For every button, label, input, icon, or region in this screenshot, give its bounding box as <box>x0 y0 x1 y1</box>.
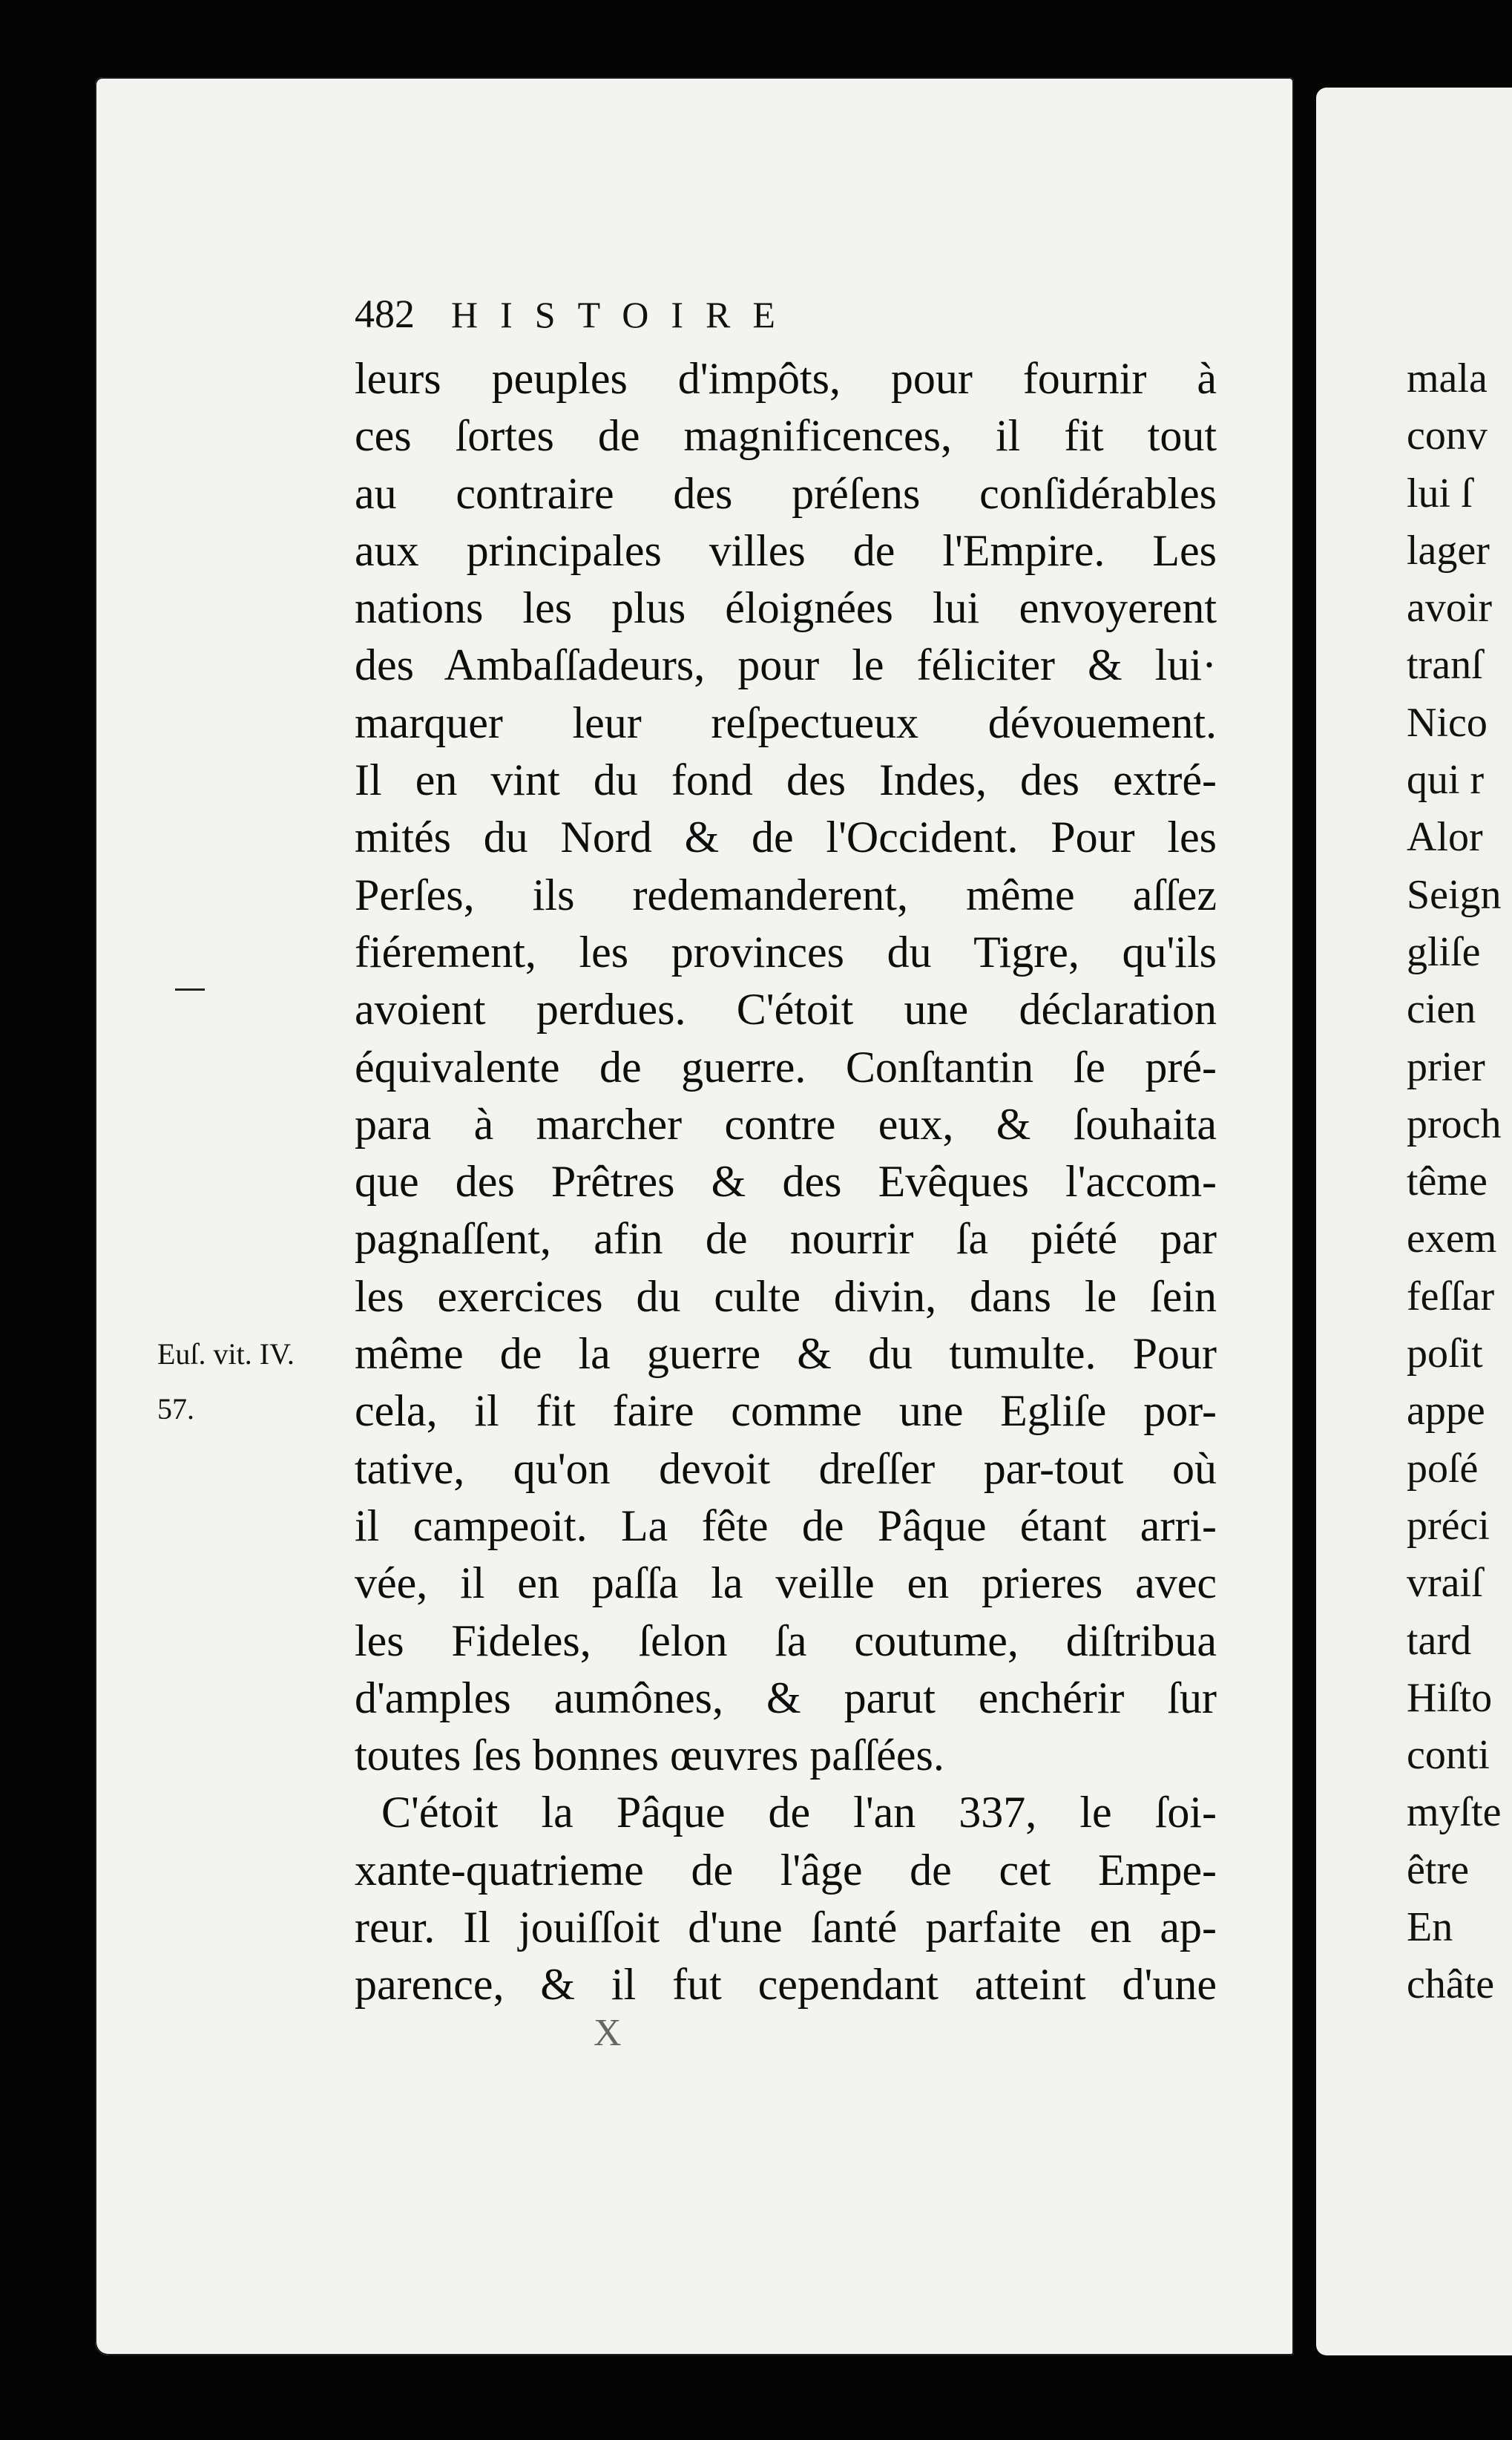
text-line: ces ſortes de magnificences, il fit tout <box>355 411 1217 461</box>
facing-line: gliſe <box>1407 928 1481 975</box>
text-line: tative, qu'on devoit dreſſer par-tout où <box>355 1443 1217 1493</box>
margin-mark <box>175 988 205 991</box>
text-line: parence, & il fut cependant atteint d'une <box>355 1960 1217 2010</box>
text-line: même de la guerre & du tumulte. Pour <box>355 1329 1217 1379</box>
text-line: d'amples aumônes, & parut enchérir ſur <box>355 1673 1217 1722</box>
text-line: xante-quatrieme de l'âge de cet Empe- <box>355 1845 1217 1895</box>
facing-line: tême <box>1407 1158 1488 1205</box>
facing-line: tranſ <box>1407 642 1483 689</box>
text-line: nations les plus éloignées lui envoyerent <box>355 583 1217 633</box>
text-line: au contraire des préſens conſidérables <box>355 468 1217 518</box>
margin-note <box>157 1327 350 1437</box>
facing-line: lager <box>1407 527 1490 574</box>
facing-line: vraiſ <box>1407 1560 1483 1607</box>
facing-line: tard <box>1407 1617 1472 1664</box>
facing-line: En <box>1407 1904 1453 1951</box>
text-line: pagnaſſent, afin de nourrir ſa piété par <box>355 1214 1217 1264</box>
facing-line: poſé <box>1407 1445 1479 1492</box>
text-line: fiérement, les provinces du Tigre, qu'ils <box>355 927 1217 977</box>
facing-line: appe <box>1407 1388 1485 1434</box>
facing-line: avoir <box>1407 585 1493 632</box>
text-line: Il en vint du fond des Indes, des extré- <box>355 755 1217 805</box>
text-line: leurs peuples d'impôts, pour fournir à <box>355 354 1217 403</box>
text-line: C'étoit la Pâque de l'an 337, le ſoi- <box>381 1788 1217 1837</box>
text-line: cela, il fit faire comme une Egliſe por- <box>355 1386 1217 1436</box>
facing-line: mala <box>1407 355 1488 401</box>
facing-line: lui ſ <box>1407 470 1473 516</box>
text-line: para à marcher contre eux, & ſouhaita <box>355 1099 1217 1149</box>
facing-line: préci <box>1407 1502 1490 1549</box>
facing-line: Seign <box>1407 871 1502 918</box>
body-text <box>355 350 1217 2014</box>
text-line: aux principales villes de l'Empire. Les <box>355 525 1217 575</box>
facing-line: myſte <box>1407 1789 1502 1836</box>
facing-line: cien <box>1407 986 1476 1033</box>
facing-line: Alor <box>1407 814 1483 861</box>
facing-line: châte <box>1407 1961 1495 2008</box>
facing-line: Hiſto <box>1407 1674 1493 1721</box>
text-line: toutes ſes bonnes œuvres paſſées. <box>355 1731 944 1780</box>
text-line: des Ambaſſadeurs, pour le féliciter & lui· <box>355 640 1217 690</box>
text-line: mités du Nord & de l'Occident. Pour les <box>355 813 1217 862</box>
text-line: vée, il en paſſa la veille en prieres avec <box>355 1558 1217 1608</box>
margin-note-line: 57. <box>157 1392 194 1426</box>
page-number: 482 <box>355 292 415 336</box>
facing-line: proch <box>1407 1101 1502 1147</box>
facing-line: feſſar <box>1407 1273 1495 1319</box>
text-line: marquer leur reſpectueux dévouement. <box>355 698 1217 747</box>
running-title: HISTOIRE <box>451 294 798 335</box>
facing-line: conv <box>1407 413 1488 459</box>
running-head <box>355 288 1022 340</box>
text-line: les Fideles, ſelon ſa coutume, diſtribua <box>355 1616 1217 1665</box>
text-line: Perſes, ils redemanderent, même aſſez <box>355 870 1217 919</box>
facing-page-text <box>1407 350 1512 2014</box>
facing-line: qui r <box>1407 757 1485 804</box>
signature-mark: X <box>594 2012 622 2054</box>
text-line: avoient perdues. C'étoit une déclaration <box>355 985 1217 1034</box>
facing-line: conti <box>1407 1732 1490 1779</box>
text-line: équivalente de guerre. Conſtantin ſe pré- <box>355 1042 1217 1092</box>
facing-line: exem <box>1407 1216 1497 1262</box>
text-line: les exercices du culte divin, dans le ſein <box>355 1271 1217 1321</box>
margin-note-line: Euſ. vit. IV. <box>157 1337 295 1371</box>
text-line: il campeoit. La fête de Pâque étant arri- <box>355 1501 1217 1550</box>
facing-line: être <box>1407 1846 1469 1893</box>
text-line: que des Prêtres & des Evêques l'accom- <box>355 1157 1217 1207</box>
facing-line: poſit <box>1407 1331 1483 1377</box>
facing-line: Nico <box>1407 699 1488 746</box>
facing-line: prier <box>1407 1043 1485 1090</box>
text-line: reur. Il jouiſſoit d'une ſanté parfaite en ap- <box>355 1903 1217 1952</box>
